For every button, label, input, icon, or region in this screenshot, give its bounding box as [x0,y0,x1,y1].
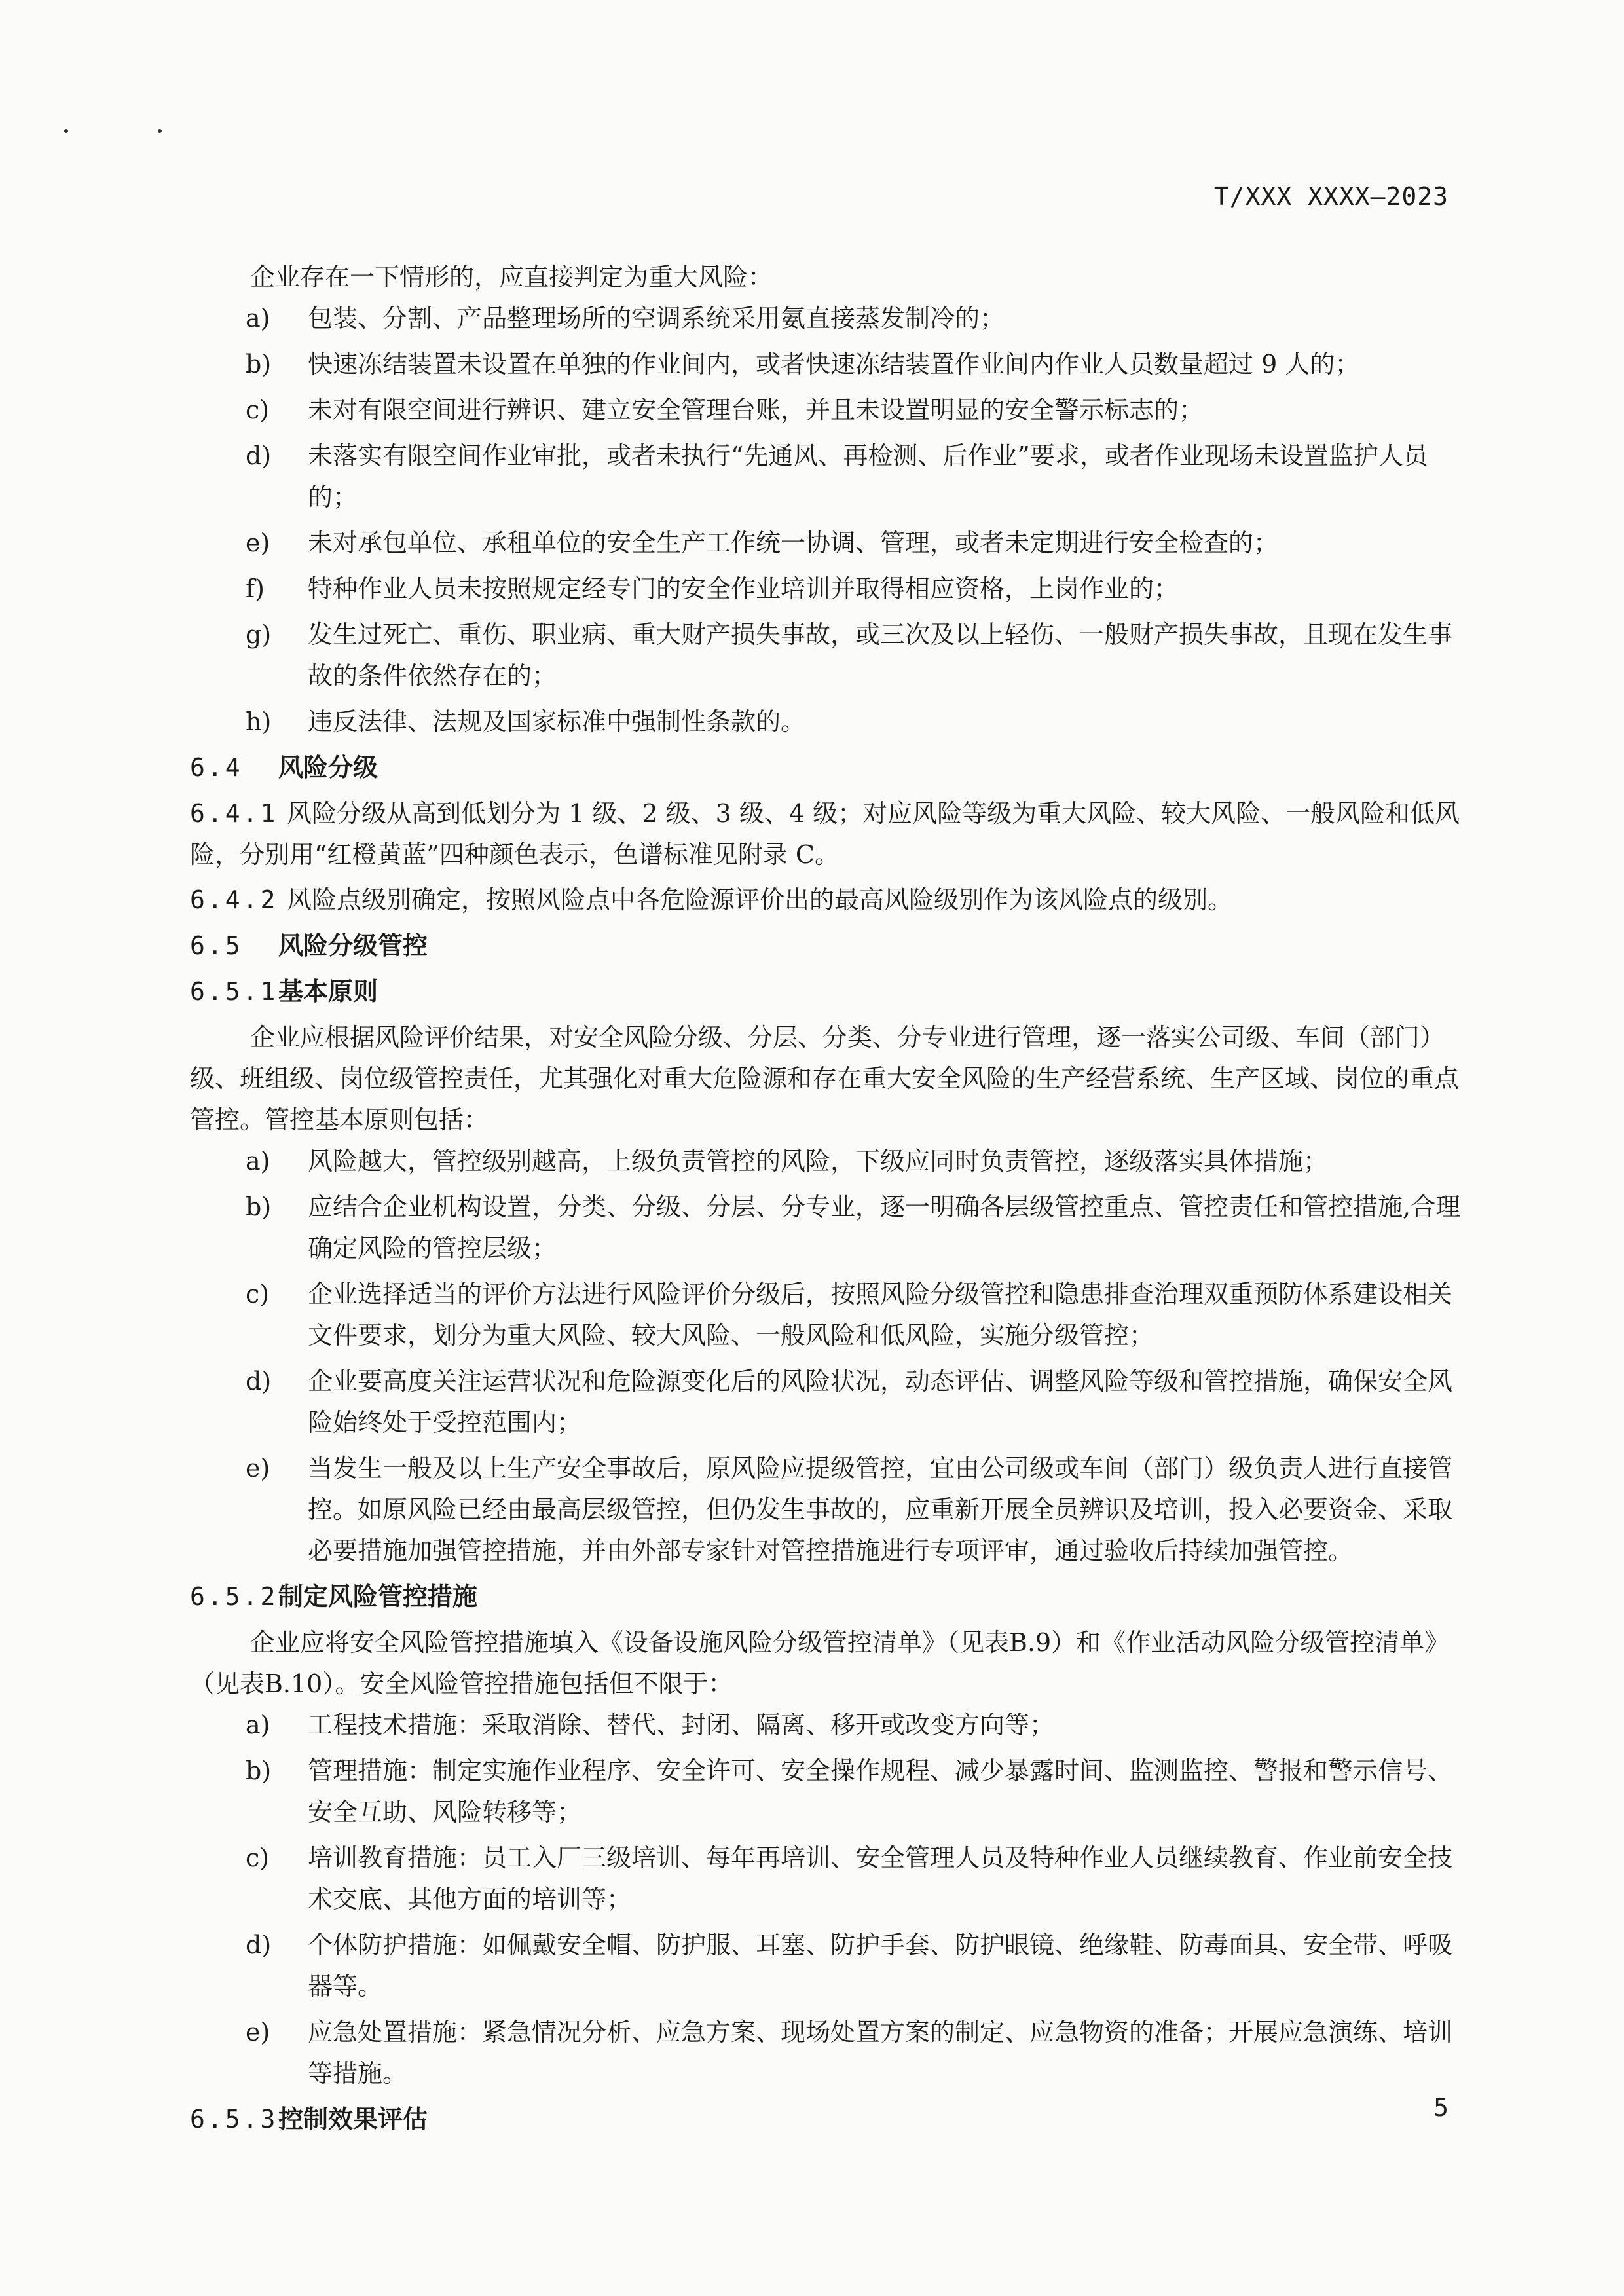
scan-mark [64,129,68,133]
list-item [190,344,1467,385]
list-item [190,435,1467,518]
list-item-text: 未落实有限空间作业审批，或者未执行“先通风、再检测、后作业”要求，或者作业现场未设置监护人员的； [308,441,1428,511]
list-item [190,2012,1467,2094]
list-item-text: 风险越大，管控级别越高，上级负责管控的风险，下级应同时负责管控，逐级落实具体措施； [308,1147,1329,1176]
principles-list [190,1141,1467,1572]
list-item-text: 特种作业人员未按照规定经专门的安全作业培训并取得相应资格，上岗作业的； [308,574,1179,603]
list-item [190,1448,1467,1572]
list-item-text: 违反法律、法规及国家标准中强制性条款的。 [308,707,806,736]
list-marker: c) [246,1843,270,1872]
list-item-text: 企业要高度关注运营状况和危险源变化后的风险状况，动态评估、调整风险等级和管控措施，确保安全风险始终处于受控范围内； [308,1367,1453,1437]
clause-6-4-1: 6.4.1 风险分级从高到低划分为 1 级、2 级、3 级、4 级；对应风险等级为重大风险、较大风险、一般风险和低风险，分别用“红橙黄蓝”四种颜色表示，色谱标准见附录 C。 [190,799,1460,869]
list-item [190,390,1467,431]
list-item-text: 快速冻结装置未设置在单独的作业间内，或者快速冻结装置作业间内作业人员数量超过 9 人的； [308,350,1360,379]
list-marker: c) [246,396,270,424]
list-item-text: 培训教育措施：员工入厂三级培训、每年再培训、安全管理人员及特种作业人员继续教育、作业前安全技术交底、其他方面的培训等； [308,1843,1453,1914]
list-item [190,1750,1467,1833]
standard-code: T/XXX XXXX—2023 [1213,182,1449,211]
list-item [190,523,1467,564]
list-marker: b) [246,350,272,379]
list-item [190,1141,1467,1182]
list-item [190,1361,1467,1443]
principles-paragraph: 企业应根据风险评价结果，对安全风险分级、分层、分类、分专业进行管理，逐一落实公司级、车间（部门）级、班组级、岗位级管控责任，尤其强化对重大危险源和存在重大安全风险的生产经营系统、生产区域、岗位的重点管控。管控基本原则包括： [190,1023,1460,1134]
list-marker: e) [246,2018,270,2046]
section-6-5-3-heading: 6.5.3控制效果评估 [190,2105,428,2134]
list-item-text: 未对有限空间进行辨识、建立安全管理台账，并且未设置明显的安全警示标志的； [308,396,1204,424]
list-item-text: 包装、分割、产品整理场所的空调系统采用氨直接蒸发制冷的； [308,304,1005,333]
list-item-text: 应急处置措施：紧急情况分析、应急方案、现场处置方案的制定、应急物资的准备；开展应急演练、培训等措施。 [308,2018,1453,2088]
list-item-text: 企业选择适当的评价方法进行风险评价分级后，按照风险分级管控和隐患排查治理双重预防体系建设相关文件要求，划分为重大风险、较大风险、一般风险和低风险，实施分级管控； [308,1280,1453,1350]
intro-paragraph: 企业存在一下情形的，应直接判定为重大风险： [250,263,773,291]
list-marker: a) [246,304,270,333]
section-6-5-2-heading: 6.5.2制定风险管控措施 [190,1582,478,1611]
measures-paragraph: 企业应将安全风险管控措施填入《设备设施风险分级管控清单》（见表B.9）和《作业活动风险分级管控清单》（见表B.10）。安全风险管控措施包括但不限于： [190,1628,1450,1698]
list-item [190,614,1467,697]
page-number: 5 [1433,2093,1449,2122]
list-marker: h) [246,707,272,736]
list-item [190,1925,1467,2007]
list-marker: g) [246,620,272,649]
list-marker: c) [246,1280,270,1308]
list-item [190,1705,1467,1746]
list-marker: f) [246,574,265,603]
list-item-text: 个体防护措施：如佩戴安全帽、防护服、耳塞、防护手套、防护眼镜、绝缘鞋、防毒面具、安全带、呼吸器等。 [308,1931,1453,2001]
list-item-text: 管理措施：制定实施作业程序、安全许可、安全操作规程、减少暴露时间、监测监控、警报和警示信号、安全互助、风险转移等； [308,1756,1453,1826]
list-marker: b) [246,1193,272,1221]
section-6-5-1-heading: 6.5.1基本原则 [190,977,378,1006]
list-item-text: 未对承包单位、承租单位的安全生产工作统一协调、管理，或者未定期进行安全检查的； [308,528,1279,557]
list-marker: d) [246,1931,272,1959]
clause-6-4-2: 6.4.2 风险点级别确定，按照风险点中各危险源评价出的最高风险级别作为该风险点的级别。 [190,885,1233,914]
list-item-text: 应结合企业机构设置，分类、分级、分层、分专业，逐一明确各层级管控重点、管控责任和管控措施,合理确定风险的管控层级； [308,1193,1461,1263]
document-body [190,257,1467,2145]
list-item [190,568,1467,610]
list-item-text: 当发生一般及以上生产安全事故后，原风险应提级管控，宜由公司级或车间（部门）级负责人进行直接管控。如原风险已经由最高层级管控，但仍发生事故的，应重新开展全员辨识及培训，投入必要资金、采取必要措施加强管控措施，并由外部专家针对管控措施进行专项评审，通过验收后持续加强管控。 [308,1454,1453,1565]
section-6-4-heading: 6.4 风险分级 [190,753,378,782]
list-marker: d) [246,441,272,470]
criteria-list [190,298,1467,743]
list-item [190,1274,1467,1356]
list-item [190,1838,1467,1920]
measures-list [190,1705,1467,2094]
list-item [190,298,1467,339]
list-marker: d) [246,1367,272,1396]
list-marker: a) [246,1711,270,1739]
list-item [190,1187,1467,1269]
list-marker: a) [246,1147,270,1176]
list-marker: b) [246,1756,272,1785]
list-item-text: 工程技术措施：采取消除、替代、封闭、隔离、移开或改变方向等； [308,1711,1055,1739]
list-item [190,701,1467,743]
section-6-5-heading: 6.5 风险分级管控 [190,931,428,960]
list-marker: e) [246,1454,270,1483]
list-item-text: 发生过死亡、重伤、职业病、重大财产损失事故，或三次及以上轻伤、一般财产损失事故，且现在发生事故的条件依然存在的； [308,620,1453,690]
scan-mark [158,129,162,133]
list-marker: e) [246,528,270,557]
